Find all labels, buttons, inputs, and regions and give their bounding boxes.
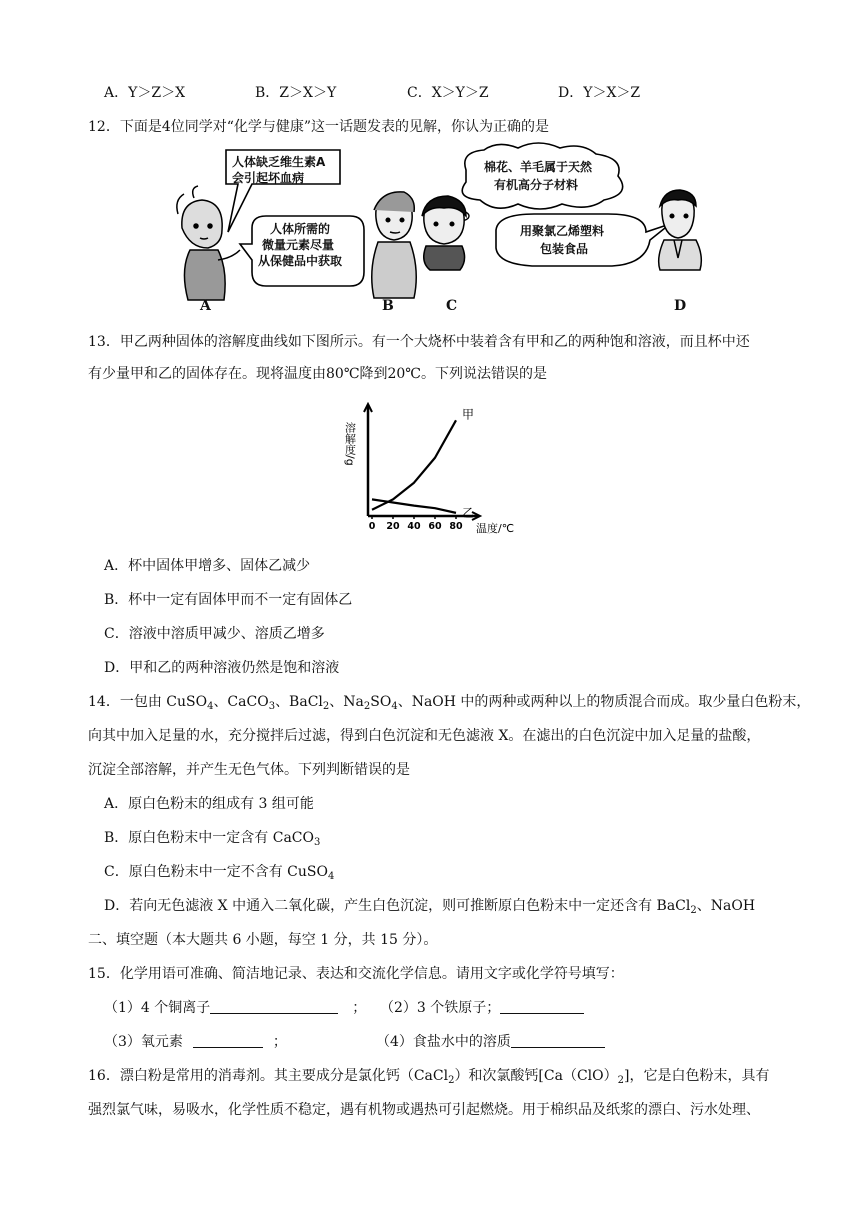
bubble-a-text-1: 人体缺乏维生素A [232,155,326,169]
q16-line1: 16．漂白粉是常用的消毒剂。其主要成分是氯化钙（CaCl$_2$）和次氯酸钙$[Ca(ClO)_2]$，它是白色粉末，具有 [88,1068,770,1086]
q14-stem-line1: 14．一包由 CuSO$_4$、CaCO$_3$、BaCl$_2$、$Na_2SO_4$、NaOH 中的两种或两种以上的物质混合而成。取少量白色粉末， [88,694,811,712]
x-tick-label: 20 [386,521,400,532]
x-axis-label: 温度/℃ [476,522,515,534]
q13-stem-line2: 有少量甲和乙的固体存在。现将温度由80℃降到20℃。下列说法错误的是 [88,366,547,382]
q12-label-d: D [674,298,687,314]
q14-option-d: D．若向无色滤液 X 中通入二氧化碳，产生白色沉淀，则可推断原白色粉末中一定还含有 BaCl$_2$、NaOH [104,898,756,916]
x-tick-label: 0 [368,521,376,532]
q11-option-a: A．Y＞Z＞X [104,85,186,101]
bubble-b-text-1: 人体所需的 [270,222,331,236]
series-label-2: 乙 [462,505,475,520]
q12-stem: 12．下面是4位同学对“化学与健康”这一话题发表的见解，你认为正确的是 [88,119,550,135]
q13-option-c: C．溶液中溶质甲减少、溶质乙增多 [104,626,325,642]
q11-option-b: B．Z＞X＞Y [255,85,337,101]
q15-item4: （4）食盐水中的溶质 [376,1031,605,1051]
series-line-2 [372,499,456,513]
x-tick-label: 40 [407,521,421,532]
y-axis-label: 溶解度/g [343,422,357,466]
q14-option-b: B．原白色粉末中一定含有 CaCO$_3$ [104,830,321,848]
q16-line2: 强烈氯气味，易吸水，化学性质不稳定，遇有机物或遇热可引起燃烧。用于棉织品及纸浆的漂白、污水处理、 [88,1102,760,1118]
bubble-c-text-2: 有机高分子材料 [494,178,579,192]
series-label-1: 甲 [462,407,475,422]
answer-blank-2[interactable] [500,999,584,1014]
q11-option-c: C．X＞Y＞Z [407,85,489,101]
q11-option-d: D．Y＞X＞Z [558,85,641,101]
bubble-a-text-2: 会引起坏血病 [232,171,305,185]
x-tick-label: 60 [428,521,442,532]
q13-option-d: D．甲和乙的两种溶液仍然是饱和溶液 [104,660,340,676]
q12-label-a: A [200,298,211,314]
q15-stem: 15．化学用语可准确、简洁地记录、表达和交流化学信息。请用文字或化学符号填写： [88,966,624,982]
bubble-b-text-2: 微量元素尽量 [262,238,335,252]
series-line-1 [372,420,456,509]
q12-illustration [168,140,708,320]
section-2-heading: 二、填空题（本大题共 6 小题，每空 1 分，共 15 分）。 [88,932,438,948]
q14-option-a: A．原白色粉末的组成有 3 组可能 [104,796,314,812]
bubble-d-text-2: 包装食品 [540,242,589,256]
q15-item2: （2）3 个铁原子； [380,997,584,1017]
q12-label-b: B [382,298,394,314]
answer-blank-3[interactable] [193,1033,263,1048]
q14-option-c: C．原白色粉末中一定不含有 CuSO$_4$ [104,864,335,882]
bubble-d-text-1: 用聚氯乙烯塑料 [520,224,605,238]
bubble-c-text-1: 棉花、羊毛属于天然 [484,160,593,174]
q13-stem-line1: 13．甲乙两种固体的溶解度曲线如下图所示。有一个大烧杯中装着含有甲和乙的两种饱和溶液，而且杯中还 [88,334,750,350]
q15-item1: （1）4 个铜离子 ； [104,1000,367,1016]
q13-option-b: B．杯中一定有固体甲而不一定有固体乙 [104,592,353,608]
q14-stem-line2: 向其中加入足量的水，充分搅拌后过滤，得到白色沉淀和无色滤液 X。在滤出的白色沉淀中加入足量的盐酸， [88,728,761,744]
answer-blank-1[interactable] [210,999,338,1014]
bubble-b-text-3: 从保健品中获取 [258,254,343,268]
q13-option-a: A．杯中固体甲增多、固体乙减少 [104,558,311,574]
q14-stem-line3: 沉淀全部溶解，并产生无色气体。下列判断错误的是 [88,762,410,778]
answer-blank-4[interactable] [511,1033,605,1048]
q12-label-c: C [446,298,458,314]
solubility-chart-svg [340,402,540,534]
x-tick-label: 80 [449,521,463,532]
solubility-chart [340,402,540,534]
q15-item3: （3）氧元素 ； [104,1034,287,1050]
